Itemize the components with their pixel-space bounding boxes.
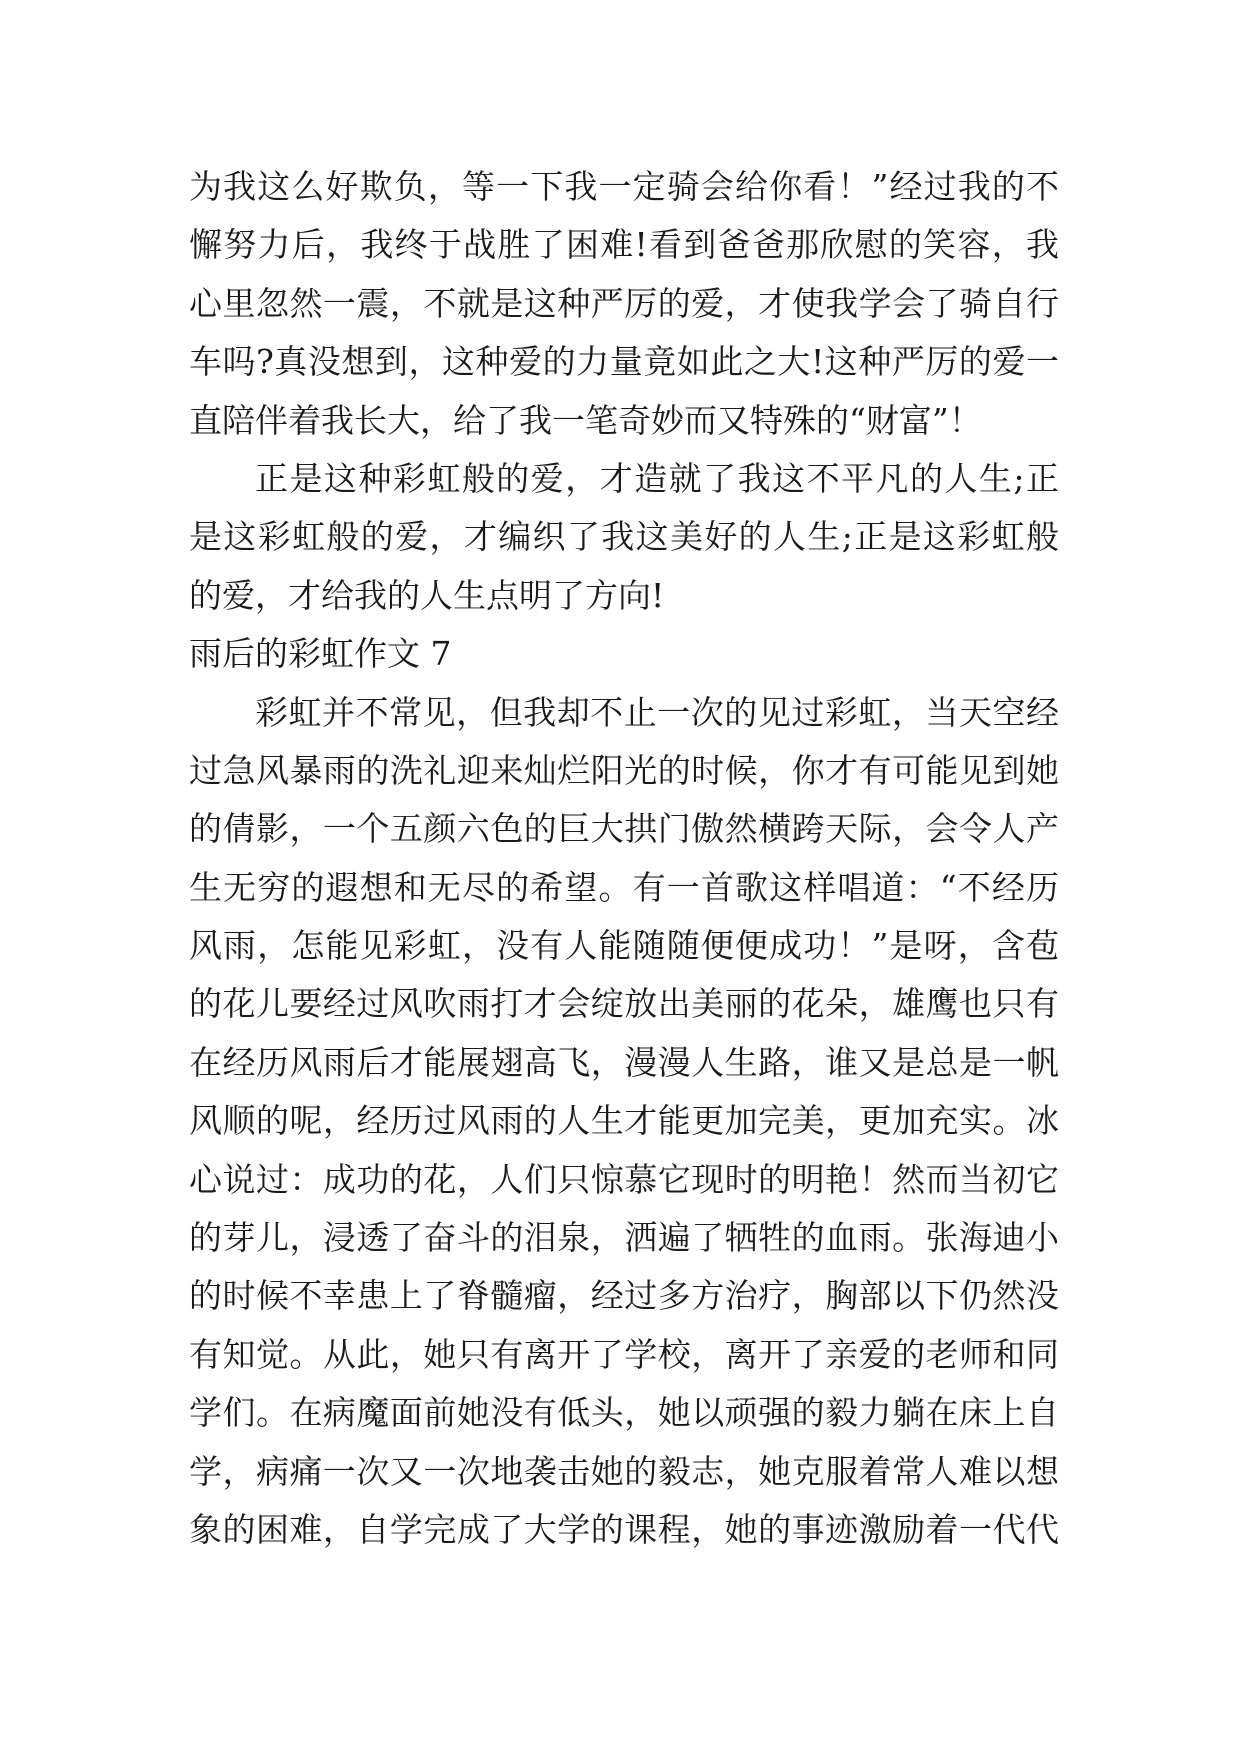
text-line: 学，病痛一次又一次地袭击她的毅志，她克服着常人难以想: [189, 1451, 1059, 1491]
text-line: 的花儿要经过风吹雨打才会绽放出美丽的花朵，雄鹰也只有: [189, 984, 1059, 1024]
document-body: [189, 158, 1059, 1559]
text-line: 风顺的呢，经历过风雨的人生才能更加完美，更加充实。冰: [189, 1101, 1059, 1141]
text-line: 象的困难，自学完成了大学的课程，她的事迹激励着一代代: [189, 1509, 1059, 1549]
section-heading: 雨后的彩虹作文 7: [189, 634, 452, 674]
text-line: 过急风暴雨的洗礼迎来灿烂阳光的时候，你才有可能见到她: [189, 750, 1059, 790]
text-line: 学们。在病魔面前她没有低头，她以顽强的毅力躺在床上自: [189, 1393, 1059, 1433]
text-line: 生无穷的遐想和无尽的希望。有一首歌这样唱道：“不经历: [189, 867, 1059, 907]
text-line: 的时候不幸患上了脊髓瘤，经过多方治疗，胸部以下仍然没: [189, 1276, 1059, 1316]
text-line: 心说过：成功的花，人们只惊慕它现时的明艳！然而当初它: [189, 1159, 1059, 1199]
text-line: 懈努力后，我终于战胜了困难!看到爸爸那欣慰的笑容，我: [189, 225, 1059, 265]
text-line: 风雨，怎能见彩虹，没有人能随随便便成功！”是呀，含苞: [189, 926, 1059, 966]
text-line: 的倩影，一个五颜六色的巨大拱门傲然横跨天际，会令人产: [189, 809, 1059, 849]
text-line: 是这彩虹般的爱，才编织了我这美好的人生;正是这彩虹般: [189, 517, 1059, 557]
text-line: 有知觉。从此，她只有离开了学校，离开了亲爱的老师和同: [189, 1334, 1059, 1374]
text-line: 的芽儿，浸透了奋斗的泪泉，洒遍了牺牲的血雨。张海迪小: [189, 1218, 1059, 1258]
paragraph-first-line: 彩虹并不常见，但我却不止一次的见过彩虹，当天空经: [255, 692, 1059, 732]
text-line: 直陪伴着我长大，给了我一笔奇妙而又特殊的“财富”！: [189, 400, 982, 440]
text-line: 为我这么好欺负，等一下我一定骑会给你看！”经过我的不: [189, 167, 1059, 206]
paragraph-first-line: 正是这种彩虹般的爱，才造就了我这不平凡的人生;正: [255, 458, 1059, 498]
text-line: 的爱，才给我的人生点明了方向!: [189, 575, 665, 615]
text-line: 车吗?真没想到，这种爱的力量竟如此之大!这种严厉的爱一: [189, 342, 1059, 382]
text-line: 心里忽然一震，不就是这种严厉的爱，才使我学会了骑自行: [189, 283, 1059, 323]
text-line: 在经历风雨后才能展翅高飞，漫漫人生路，谁又是总是一帆: [189, 1042, 1059, 1082]
